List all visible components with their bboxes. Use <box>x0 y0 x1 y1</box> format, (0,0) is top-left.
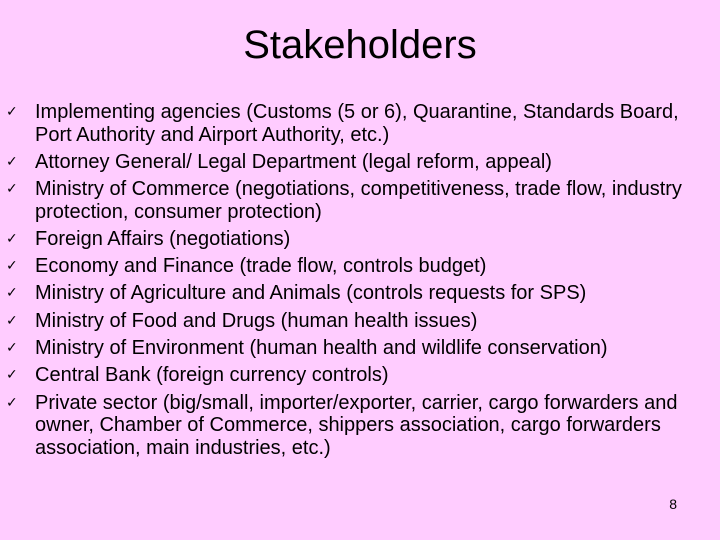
checkmark-icon: ✓ <box>6 104 18 120</box>
bullet-text: Ministry of Environment (human health and wildlife conservation) <box>35 337 608 360</box>
checkmark-icon: ✓ <box>6 153 18 170</box>
bullet-text: Central Bank (foreign currency controls) <box>35 364 389 387</box>
checkmark-icon: ✓ <box>6 230 18 247</box>
checkmark-icon: ✓ <box>6 367 18 384</box>
checkmark-icon: ✓ <box>6 394 18 411</box>
checkmark-icon: ✓ <box>6 340 18 357</box>
bullet-text: Foreign Affairs (negotiations) <box>35 227 291 250</box>
bullet-text: Ministry of Agriculture and Animals (controls requests for SPS) <box>35 282 587 305</box>
bullet-text: Ministry of Commerce (negotiations, competitiveness, trade flow, industry protection, consumer protection) <box>35 178 682 223</box>
bullet-text: Implementing agencies (Customs <box>35 101 338 123</box>
checkmark-icon: ✓ <box>6 312 18 329</box>
checkmark-icon: ✓ <box>6 181 18 198</box>
list-item <box>6 364 714 387</box>
bullet-text: Attorney General/ Legal Department (legal reform, appeal) <box>35 150 552 173</box>
bullet-text: Private sector (big/small, importer/exporter, carrier, cargo forwarders and owner, Chamber of Commerce, shippers association, cargo forwarders association, main industries, etc.) <box>35 391 678 459</box>
list-item <box>6 151 714 174</box>
list-item <box>6 310 714 333</box>
bullet-text: Ministry of Food and Drugs (human health issues) <box>35 309 478 332</box>
checkmark-icon: ✓ <box>6 258 18 275</box>
slide-title: Stakeholders <box>243 23 477 67</box>
bullet-text: Economy and Finance (trade flow, controls budget) <box>35 255 487 278</box>
list-item <box>6 392 714 460</box>
list-item <box>6 255 714 278</box>
list-item <box>6 178 714 223</box>
slide-number: 8 <box>669 496 677 512</box>
list-item <box>6 337 714 360</box>
list-item <box>6 282 714 305</box>
bullet-text-continued: Quarantine, Standards Board, Port Authority and Airport Authority, etc.) <box>35 101 679 146</box>
stakeholder-list <box>6 101 714 464</box>
checkmark-icon: ✓ <box>6 285 18 302</box>
list-item <box>6 101 714 146</box>
bullet-emphasis: (5 or 6), <box>337 101 408 123</box>
list-item <box>6 228 714 251</box>
